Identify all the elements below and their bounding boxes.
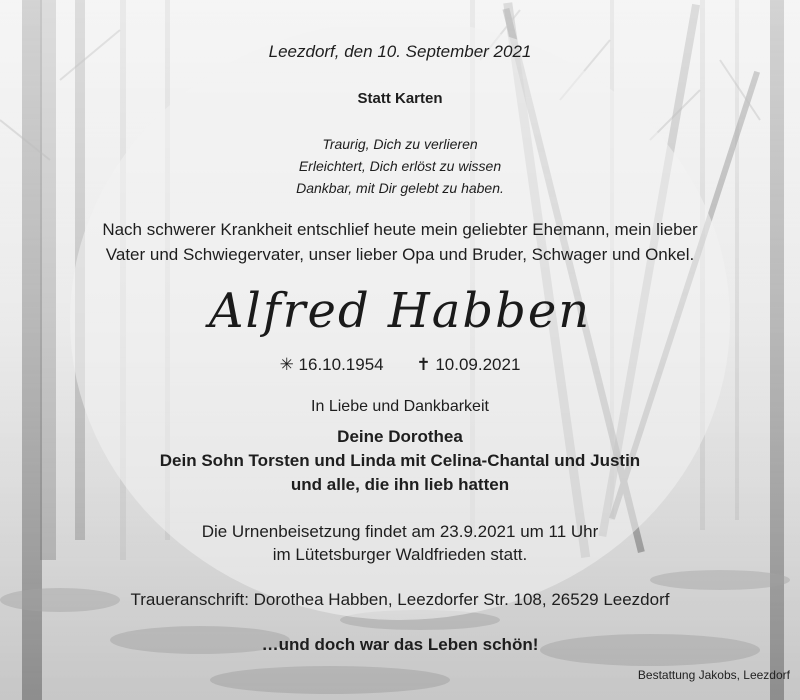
signatory-line: Dein Sohn Torsten und Linda mit Celina-Chantal und Justin bbox=[159, 451, 641, 470]
intro-text-line: Vater und Schwiegervater, unser lieber Opa und Bruder, Schwager und Onkel. bbox=[105, 245, 695, 264]
ceremony-line: Die Urnenbeisetzung findet am 23.9.2021 um 11 Uhr bbox=[201, 522, 599, 541]
birth-date: ✳ 16.10.1954 bbox=[279, 355, 384, 374]
poem-line: Erleichtert, Dich erlöst zu wissen bbox=[298, 158, 502, 174]
undertaker-credit: Bestattung Jakobs, Leezdorf bbox=[637, 668, 790, 682]
signatory-line: und alle, die ihn lieb hatten bbox=[290, 475, 510, 494]
deceased-name: Alfred Habben bbox=[208, 283, 592, 339]
life-dates bbox=[0, 355, 800, 375]
death-date: ✝ 10.09.2021 bbox=[416, 355, 521, 374]
dateline: Leezdorf, den 10. September 2021 bbox=[268, 42, 532, 61]
ceremony-line: im Lütetsburger Waldfrieden statt. bbox=[272, 545, 528, 564]
intro-text-line: Nach schwerer Krankheit entschlief heute mein geliebter Ehemann, mein lieber bbox=[102, 220, 698, 239]
statt-karten-heading: Statt Karten bbox=[357, 90, 443, 107]
closing-line: …und doch war das Leben schön! bbox=[261, 635, 539, 654]
mourning-address: Traueranschrift: Dorothea Habben, Leezdorfer Str. 108, 26529 Leezdorf bbox=[130, 590, 670, 609]
poem-line: Dankbar, mit Dir gelebt zu haben. bbox=[296, 180, 504, 196]
poem-line: Traurig, Dich zu verlieren bbox=[322, 136, 478, 152]
signatory-line: Deine Dorothea bbox=[337, 427, 463, 446]
greeting-line: In Liebe und Dankbarkeit bbox=[311, 398, 489, 415]
